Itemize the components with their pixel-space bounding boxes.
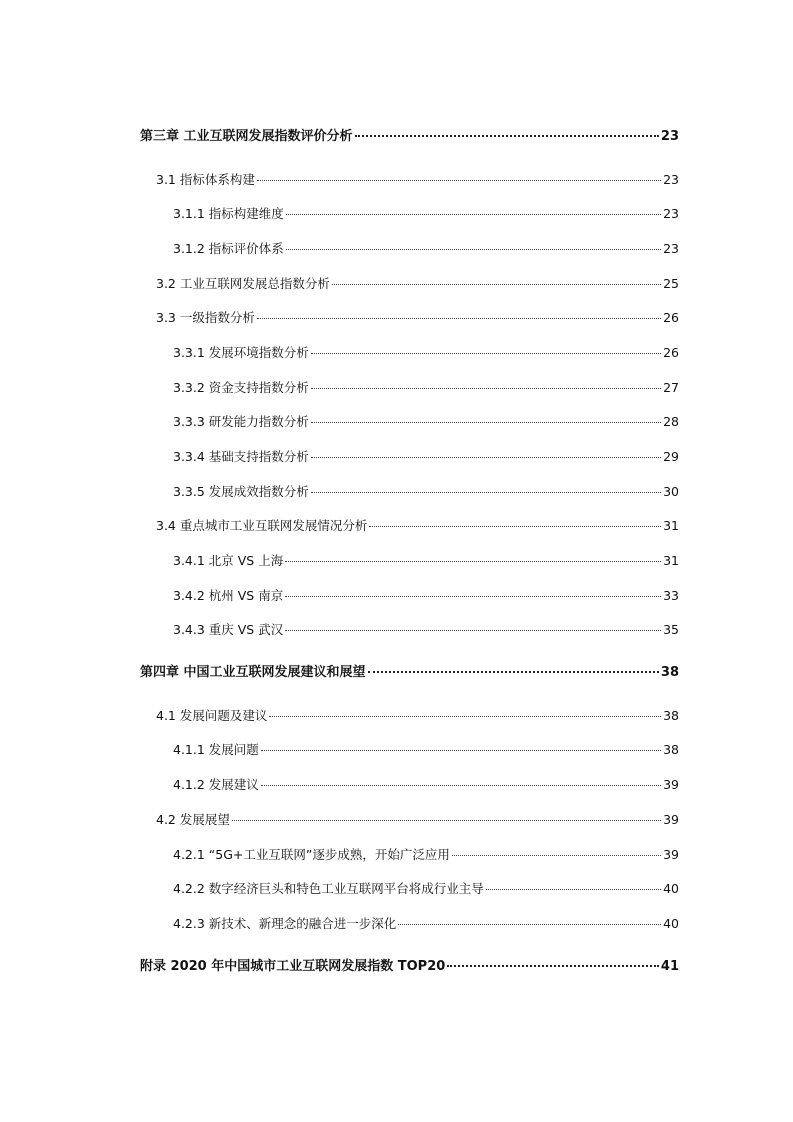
toc-subsection-entry[interactable]	[173, 447, 679, 467]
toc-chapter-entry[interactable]	[140, 127, 679, 147]
toc-page-number: 31	[663, 518, 679, 533]
toc-dot-leader	[311, 457, 661, 458]
toc-dot-leader	[261, 785, 661, 786]
toc-entry-title: 4.2.1 “5G+工业互联网”逐步成熟，开始广泛应用	[173, 847, 450, 862]
toc-dot-leader	[369, 526, 661, 527]
toc-subsection-entry[interactable]	[173, 775, 679, 795]
toc-page-number: 40	[663, 881, 679, 896]
toc-entry-title: 3.1 指标体系构建	[156, 172, 255, 187]
toc-page-number: 26	[663, 310, 679, 325]
toc-page-number: 23	[660, 129, 679, 144]
toc-subsection-entry[interactable]	[173, 551, 679, 571]
toc-dot-leader	[486, 889, 661, 890]
toc-entry-title: 3.1.2 指标评价体系	[173, 241, 284, 256]
toc-page-number: 38	[663, 742, 679, 757]
toc-subsection-entry[interactable]	[173, 482, 679, 502]
toc-subsection-entry[interactable]	[173, 879, 679, 899]
toc-page-number: 25	[663, 276, 679, 291]
toc-entry-title: 3.4.1 北京 VS 上海	[173, 553, 284, 568]
toc-page-number: 29	[663, 449, 679, 464]
toc-chapter-entry[interactable]	[140, 663, 679, 683]
toc-dot-leader	[311, 422, 661, 423]
toc-entry-title: 附录 2020 年中国城市工业互联网发展指数 TOP20	[140, 959, 446, 974]
toc-entry-title: 第三章 工业互联网发展指数评价分析	[140, 129, 353, 144]
toc-entry-title: 3.3.1 发展环境指数分析	[173, 345, 309, 360]
toc-entry-title: 3.4.2 杭州 VS 南京	[173, 588, 284, 603]
toc-dot-leader	[257, 318, 661, 319]
toc-subsection-entry[interactable]	[173, 239, 679, 259]
toc-entry-title: 3.4 重点城市工业互联网发展情况分析	[156, 518, 368, 533]
toc-dot-leader	[257, 180, 661, 181]
toc-page-number: 27	[663, 380, 679, 395]
toc-page-number: 38	[660, 665, 679, 680]
toc-entry-title: 4.1.2 发展建议	[173, 777, 259, 792]
toc-page-number: 40	[663, 916, 679, 931]
toc-entry-title: 3.4.3 重庆 VS 武汉	[173, 622, 284, 637]
toc-subsection-entry[interactable]	[173, 914, 679, 934]
toc-dot-leader	[452, 855, 661, 856]
toc-entry-title: 3.3.5 发展成效指数分析	[173, 484, 309, 499]
toc-dot-leader	[285, 596, 661, 597]
toc-entry-title: 3.1.1 指标构建维度	[173, 206, 284, 221]
toc-page-number: 23	[663, 241, 679, 256]
toc-entry-title: 3.3 一级指数分析	[156, 310, 255, 325]
toc-entry-title: 4.2.3 新技术、新理念的融合进一步深化	[173, 916, 397, 931]
toc-page-number: 33	[663, 588, 679, 603]
toc-page-number: 31	[663, 553, 679, 568]
toc-entry-title: 3.3.2 资金支持指数分析	[173, 380, 309, 395]
toc-entry-title: 3.3.3 研发能力指数分析	[173, 414, 309, 429]
toc-entry-title: 3.2 工业互联网发展总指数分析	[156, 276, 330, 291]
toc-section-entry[interactable]	[156, 516, 679, 536]
toc-page-number: 23	[663, 172, 679, 187]
toc-entry-title: 4.1 发展问题及建议	[156, 708, 268, 723]
toc-page-number: 39	[663, 847, 679, 862]
toc-dot-leader	[311, 492, 661, 493]
toc-subsection-entry[interactable]	[173, 620, 679, 640]
toc-dot-leader	[398, 924, 661, 925]
toc-dot-leader	[447, 965, 659, 967]
toc-section-entry[interactable]	[156, 810, 679, 830]
toc-entry-title: 4.1.1 发展问题	[173, 742, 259, 757]
toc-subsection-entry[interactable]	[173, 204, 679, 224]
toc-page-number: 30	[663, 484, 679, 499]
toc-subsection-entry[interactable]	[173, 845, 679, 865]
toc-page-number: 35	[663, 622, 679, 637]
toc-page-number: 23	[663, 206, 679, 221]
toc-section-entry[interactable]	[156, 170, 679, 190]
toc-section-entry[interactable]	[156, 308, 679, 328]
toc-entry-title: 4.2.2 数字经济巨头和特色工业互联网平台将成行业主导	[173, 881, 484, 896]
toc-dot-leader	[286, 249, 661, 250]
toc-chapter-entry[interactable]	[140, 957, 679, 977]
toc-page-number: 39	[663, 812, 679, 827]
toc-dot-leader	[232, 820, 661, 821]
toc-page-number: 26	[663, 345, 679, 360]
toc-subsection-entry[interactable]	[173, 378, 679, 398]
toc-page-number: 39	[663, 777, 679, 792]
toc-dot-leader	[311, 388, 661, 389]
toc-dot-leader	[285, 561, 661, 562]
toc-subsection-entry[interactable]	[173, 740, 679, 760]
toc-dot-leader	[311, 353, 661, 354]
toc-dot-leader	[261, 750, 661, 751]
toc-subsection-entry[interactable]	[173, 343, 679, 363]
toc-entry-title: 4.2 发展展望	[156, 812, 230, 827]
toc-dot-leader	[285, 630, 661, 631]
toc-section-entry[interactable]	[156, 274, 679, 294]
toc-subsection-entry[interactable]	[173, 412, 679, 432]
toc-dot-leader	[286, 214, 661, 215]
toc-page-number: 28	[663, 414, 679, 429]
toc-dot-leader	[368, 671, 659, 673]
toc-entry-title: 3.3.4 基础支持指数分析	[173, 449, 309, 464]
toc-page-number: 41	[660, 959, 679, 974]
toc-subsection-entry[interactable]	[173, 586, 679, 606]
toc-dot-leader	[269, 716, 661, 717]
toc-dot-leader	[355, 135, 659, 137]
toc-section-entry[interactable]	[156, 706, 679, 726]
toc-dot-leader	[332, 284, 661, 285]
toc-page-number: 38	[663, 708, 679, 723]
toc-entry-title: 第四章 中国工业互联网发展建议和展望	[140, 665, 366, 680]
